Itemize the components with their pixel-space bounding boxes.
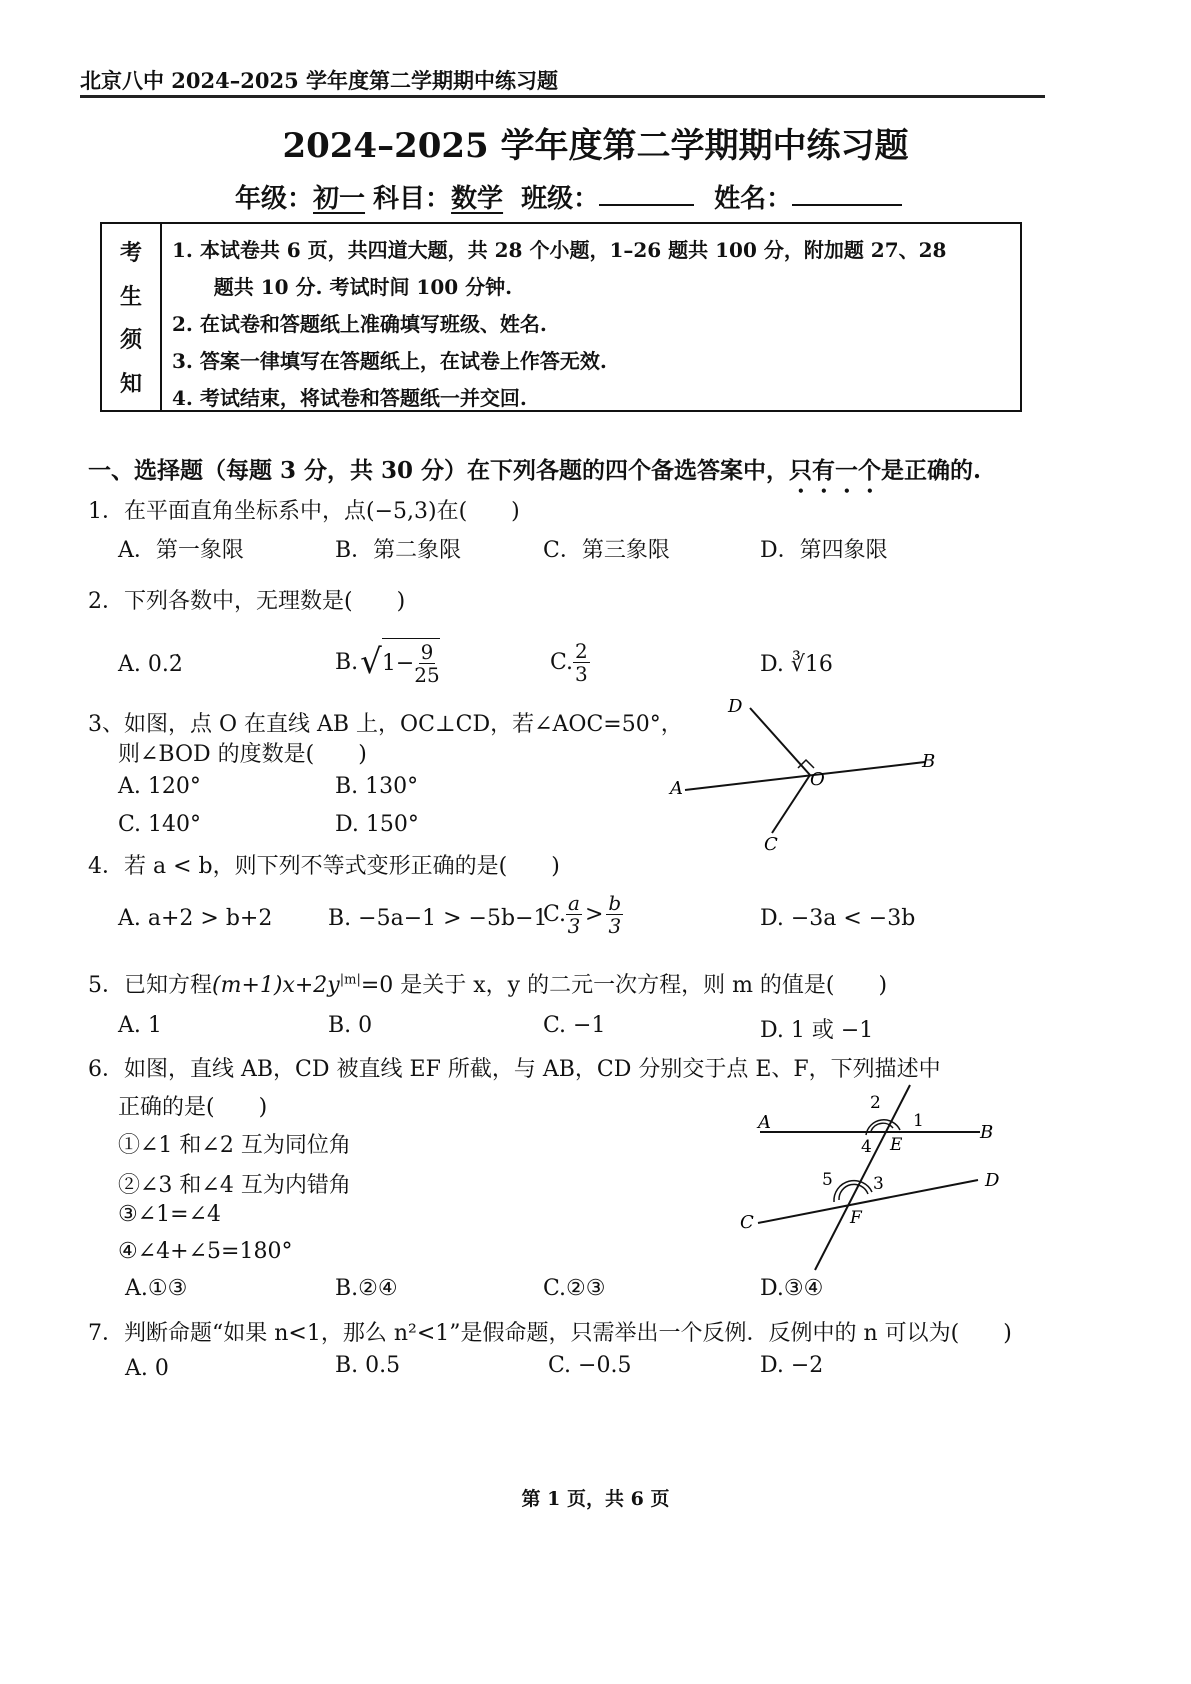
q4-c-prefix: C. (543, 902, 567, 927)
q6-statement-3: ③∠1=∠4 (118, 1202, 222, 1227)
q5-option-a[interactable]: A. 1 (118, 1013, 162, 1038)
label-angle-4: 4 (861, 1137, 872, 1157)
subject-label: 科目： (373, 184, 452, 214)
notice-item: 4. 考试结束，将试卷和答题纸一并交回. (172, 386, 527, 410)
label-angle-2: 2 (870, 1093, 881, 1113)
section-emphasis: 只有一个 (789, 457, 882, 484)
q1-option-c[interactable]: C．第三象限 (543, 538, 670, 563)
q5-exponent: |m| (339, 972, 361, 988)
angle-arc-e-inner (871, 1123, 893, 1131)
section-heading (88, 452, 981, 498)
q3-option-c[interactable]: C. 140° (118, 812, 202, 837)
q1-option-b[interactable]: B．第二象限 (335, 538, 462, 563)
notice-label-char: 知 (119, 370, 142, 397)
q3-option-b[interactable]: B. 130° (335, 774, 419, 799)
name-blank[interactable] (792, 178, 902, 206)
notice-label-char: 须 (119, 327, 142, 354)
q5-option-b[interactable]: B. 0 (328, 1013, 373, 1038)
question-3-stem-2: 则∠BOD 的度数是( ) (118, 742, 367, 767)
q6-statement-4: ④∠4+∠5=180° (118, 1239, 293, 1264)
label-a: A (758, 1112, 771, 1133)
q3-option-d[interactable]: D. 150° (335, 812, 419, 837)
question-4-stem: 4．若 a < b，则下列不等式变形正确的是( ) (88, 854, 560, 879)
sqrt-sign: √ (360, 642, 382, 682)
label-c: C (740, 1212, 754, 1233)
label-c: C (764, 834, 778, 855)
q2-option-b[interactable] (335, 638, 440, 686)
q2-b-den: 25 (414, 663, 440, 687)
ray-oc (772, 775, 810, 833)
candidate-notice-box (100, 222, 1022, 412)
label-e: E (890, 1135, 903, 1155)
label-o: O (810, 769, 825, 790)
question-7-stem: 7．判断命题“如果 n<1，那么 n²<1”是假命题，只需举出一个反例．反例中的 n 可以为( ) (88, 1321, 1012, 1346)
q7-option-c[interactable]: C. −0.5 (548, 1353, 632, 1378)
question-3-stem-1: 3、如图，点 O 在直线 AB 上，OC⊥CD，若∠AOC=50°， (88, 712, 683, 737)
q7-option-b[interactable]: B. 0.5 (335, 1353, 401, 1378)
label-angle-1: 1 (913, 1111, 924, 1131)
label-b: B (922, 751, 936, 772)
q5-option-d[interactable]: D. 1 或 −1 (760, 1018, 874, 1043)
q1-option-d[interactable]: D．第四象限 (760, 538, 888, 563)
q4-c-frac-2 (606, 892, 623, 937)
student-info (235, 178, 902, 215)
q2-c-prefix: C. (550, 650, 574, 675)
question-5-stem (88, 968, 887, 999)
q6-option-a[interactable]: A.①③ (125, 1276, 188, 1301)
q4-c-num2: b (608, 891, 622, 915)
q4-c-gt: > (584, 902, 604, 927)
q6-statement-1: ①∠1 和∠2 互为同位角 (118, 1133, 351, 1158)
q7-option-a[interactable]: A. 0 (125, 1356, 169, 1381)
label-angle-5: 5 (822, 1170, 833, 1190)
q2-b-prefix: B. (335, 649, 359, 675)
notice-item: 2. 在试卷和答题纸上准确填写班级、姓名. (172, 312, 547, 336)
q5-equation: (m+1)x+2y (212, 973, 340, 998)
q2-option-c[interactable] (550, 640, 590, 685)
class-blank[interactable] (599, 178, 694, 206)
q3-option-a[interactable]: A. 120° (118, 774, 201, 799)
label-f: F (850, 1208, 862, 1228)
notice-label-char: 考 (119, 240, 142, 267)
question-6-stem-2: 正确的是( ) (118, 1095, 268, 1120)
q4-c-den2: 3 (608, 914, 622, 938)
q3-figure (660, 690, 950, 865)
q4-c-num1: a (568, 891, 580, 915)
grade-value: 初一 (313, 184, 366, 214)
header-rule (80, 95, 1045, 98)
question-2-stem: 2．下列各数中，无理数是( ) (88, 589, 406, 614)
notice-item: 题共 10 分. 考试时间 100 分钟. (172, 275, 513, 299)
notice-items (172, 232, 1012, 417)
q2-option-d[interactable]: D. ∛16 (760, 652, 833, 677)
q2-b-radicand (382, 638, 440, 686)
q4-c-frac-1 (566, 892, 582, 937)
section-text-end: 是正确的. (881, 457, 982, 484)
q6-figure (740, 1080, 1010, 1275)
class-label: 班级： (521, 184, 600, 214)
q6-statement-2: ②∠3 和∠4 互为内错角 (118, 1173, 351, 1198)
angle-arc-f-inner (839, 1184, 868, 1200)
q2-b-radicand-text: 1− (381, 651, 415, 676)
label-d: D (985, 1170, 1000, 1191)
grade-label: 年级： (235, 184, 314, 214)
q2-b-fraction (414, 641, 439, 686)
name-label: 姓名： (714, 184, 793, 214)
q1-option-a[interactable]: A．第一象限 (118, 538, 244, 563)
label-b: B (980, 1122, 994, 1143)
q7-option-d[interactable]: D. −2 (760, 1353, 824, 1378)
notice-item: 1. 本试卷共 6 页，共四道大题，共 28 个小题，1–26 题共 100 分，附加题 27、28 (172, 238, 947, 262)
q2-c-den: 3 (575, 662, 588, 686)
page-footer: 第 1 页，共 6 页 (521, 1488, 670, 1510)
notice-label-char: 生 (119, 283, 142, 310)
q6-option-d[interactable]: D.③④ (760, 1276, 824, 1301)
q4-option-a[interactable]: A. a+2 > b+2 (118, 906, 273, 931)
notice-item: 3. 答案一律填写在答题纸上，在试卷上作答无效. (172, 349, 607, 373)
q2-c-num: 2 (575, 639, 588, 663)
running-header: 北京八中 2024–2025 学年度第二学期期中练习题 (80, 68, 559, 93)
q6-option-c[interactable]: C.②③ (543, 1276, 606, 1301)
line-ab (685, 762, 925, 790)
q5-option-c[interactable]: C. −1 (543, 1013, 606, 1038)
q4-option-c[interactable] (543, 892, 623, 937)
q4-option-d[interactable]: D. −3a < −3b (760, 906, 916, 931)
label-angle-3: 3 (873, 1174, 884, 1194)
page-title: 2024–2025 学年度第二学期期中练习题 (282, 126, 909, 166)
label-a: A (670, 778, 683, 799)
q4-c-den1: 3 (567, 914, 581, 938)
notice-label (102, 224, 162, 410)
label-d: D (728, 696, 743, 717)
q5-stem-b: =0 是关于 x，y 的二元一次方程，则 m 的值是( ) (360, 973, 888, 998)
q2-c-fraction (573, 640, 590, 685)
question-1-stem: 1．在平面直角坐标系中，点(−5,3)在( ) (88, 499, 520, 524)
section-text: 一、选择题（每题 3 分，共 30 分）在下列各题的四个备选答案中， (88, 457, 790, 484)
q4-option-b[interactable]: B. −5a−1 > −5b−1 (328, 906, 548, 931)
q2-b-num: 9 (420, 640, 434, 664)
q6-option-b[interactable]: B.②④ (335, 1276, 398, 1301)
subject-value: 数学 (451, 184, 504, 214)
q5-stem-a: 5．已知方程 (88, 973, 212, 998)
question-6-stem-1: 6．如图，直线 AB，CD 被直线 EF 所截，与 AB，CD 分别交于点 E、F，下列描述中 (88, 1057, 941, 1082)
q2-option-a[interactable]: A. 0.2̇ (118, 652, 183, 677)
